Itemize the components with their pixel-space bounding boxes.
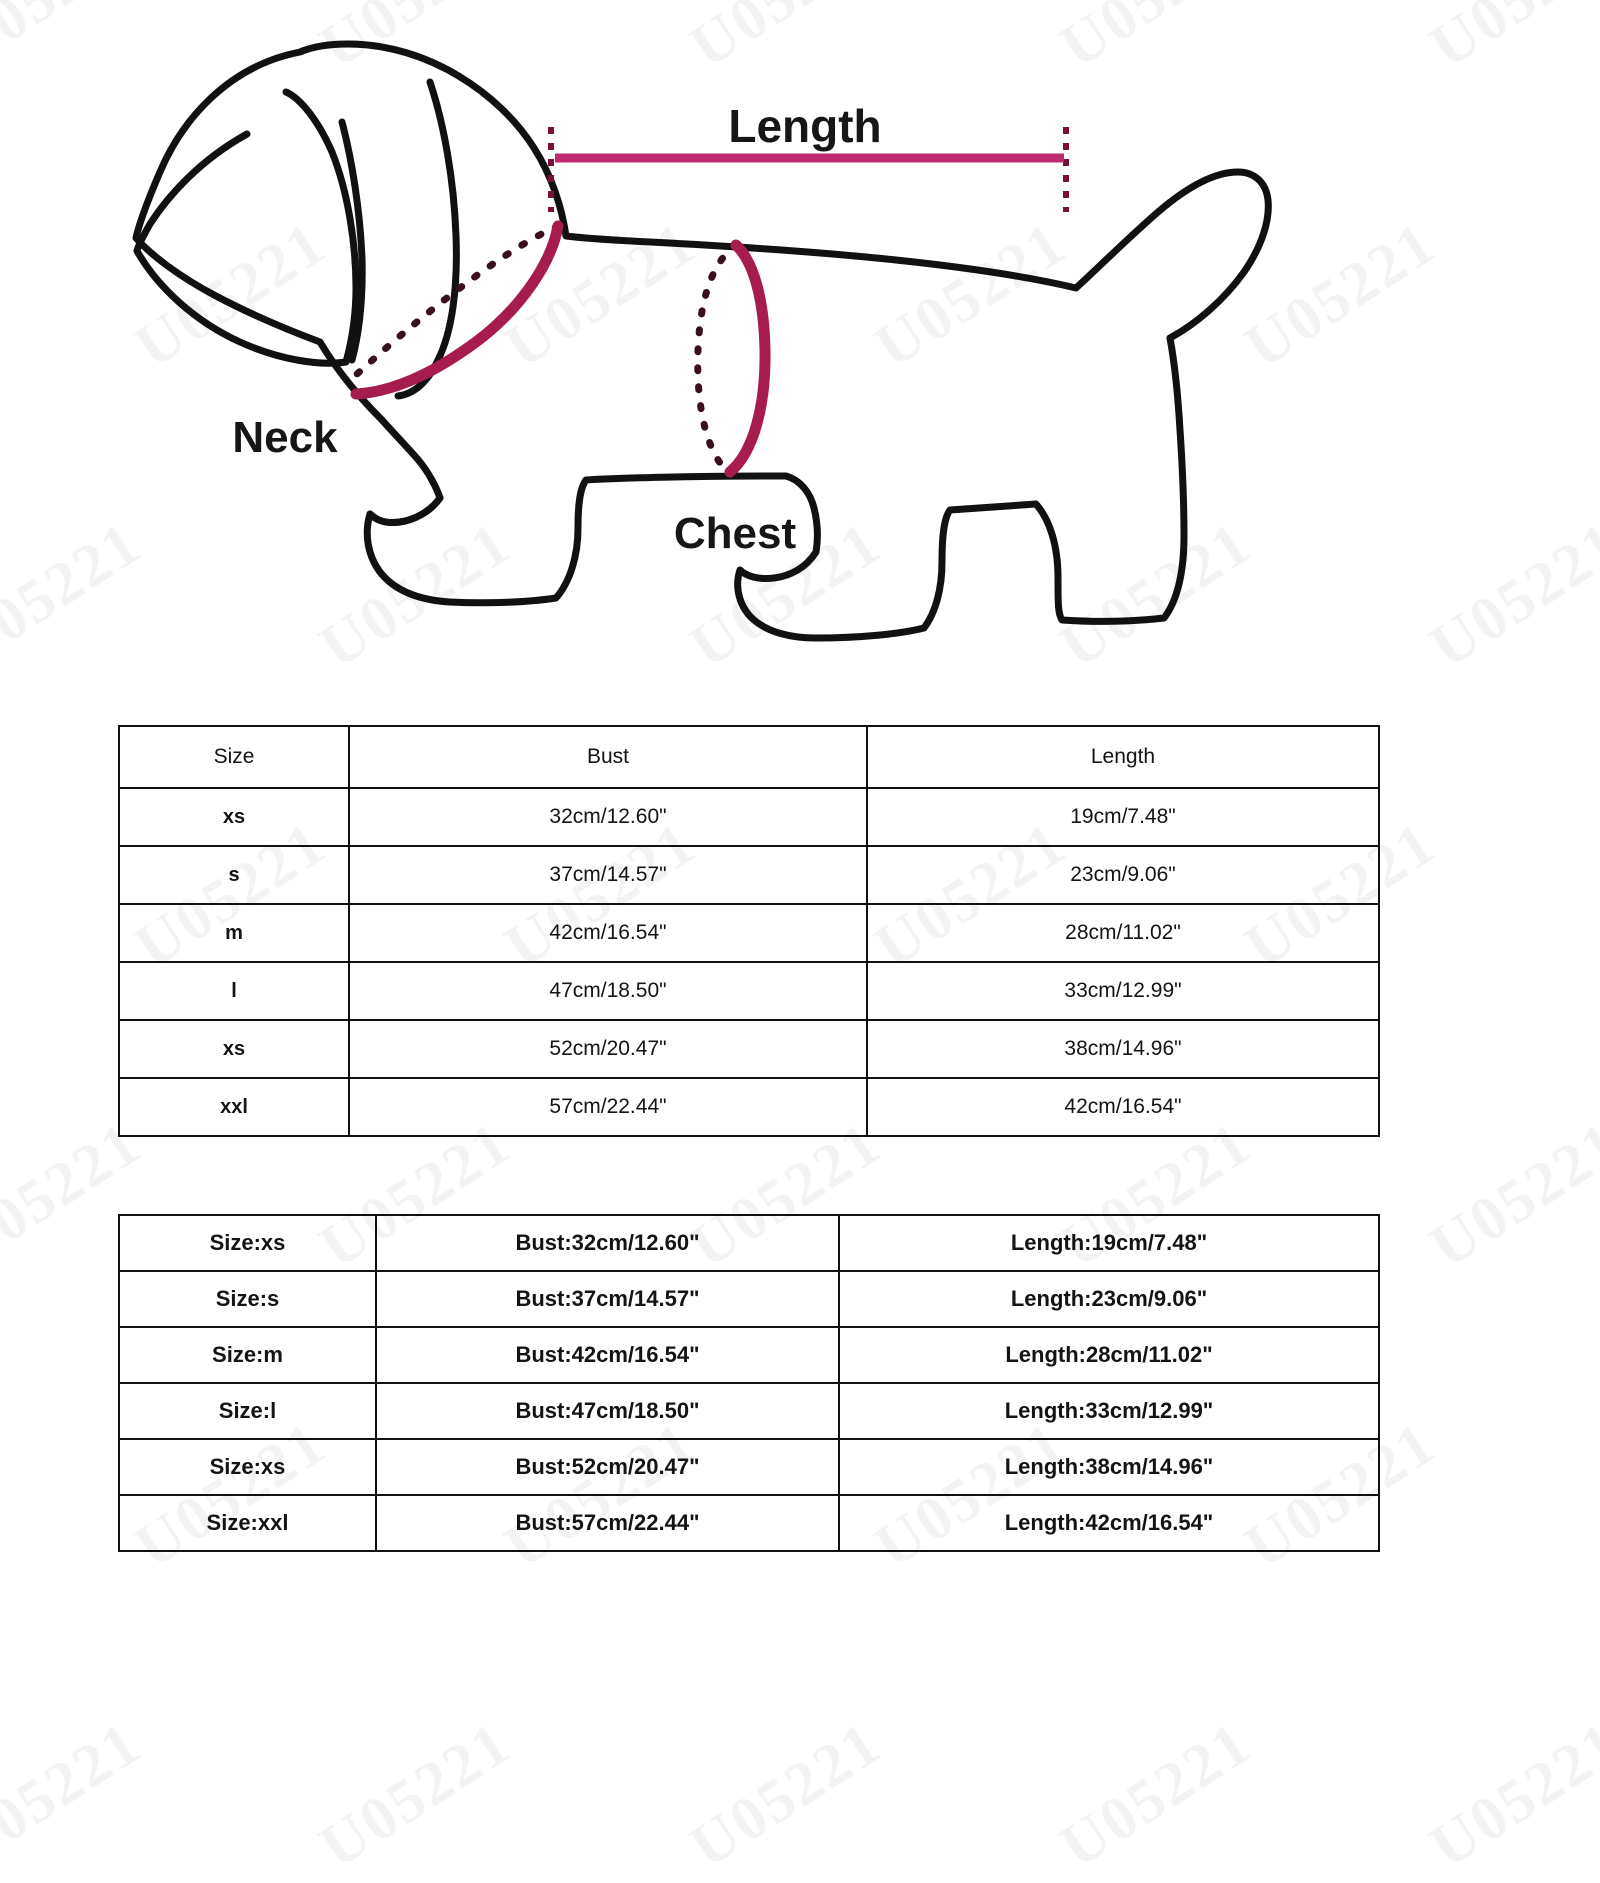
- table-row: [119, 1078, 1379, 1136]
- cell-length: Length:28cm/11.02": [839, 1327, 1379, 1383]
- cell-bust: 52cm/20.47": [349, 1020, 867, 1078]
- chest-loop-hidden: [698, 245, 736, 470]
- table-row: [119, 1020, 1379, 1078]
- cell-bust: 42cm/16.54": [349, 904, 867, 962]
- cell-size: Size:xs: [119, 1439, 376, 1495]
- cell-length: Length:38cm/14.96": [839, 1439, 1379, 1495]
- cell-length: 42cm/16.54": [867, 1078, 1379, 1136]
- chest-loop-visible: [730, 245, 765, 472]
- cell-size: xs: [119, 1020, 349, 1078]
- cell-bust: Bust:42cm/16.54": [376, 1327, 839, 1383]
- watermark-text: [1418, 1708, 1600, 1883]
- cell-bust: Bust:37cm/14.57": [376, 1271, 839, 1327]
- label-length: Length: [728, 100, 882, 152]
- cell-size: xxl: [119, 1078, 349, 1136]
- cell-bust: 47cm/18.50": [349, 962, 867, 1020]
- cell-size: xs: [119, 788, 349, 846]
- label-neck: Neck: [232, 413, 338, 462]
- table-row: [119, 1383, 1379, 1439]
- cell-length: Length:33cm/12.99": [839, 1383, 1379, 1439]
- table-header-row: [119, 726, 1379, 788]
- cell-bust: 37cm/14.57": [349, 846, 867, 904]
- cell-length: Length:19cm/7.48": [839, 1215, 1379, 1271]
- cell-bust: Bust:52cm/20.47": [376, 1439, 839, 1495]
- cell-bust: Bust:47cm/18.50": [376, 1383, 839, 1439]
- watermark-text: [1418, 1108, 1600, 1283]
- cell-length: 33cm/12.99": [867, 962, 1379, 1020]
- cell-length: 23cm/9.06": [867, 846, 1379, 904]
- table-row: [119, 1327, 1379, 1383]
- header-size: Size: [119, 726, 349, 788]
- cell-bust: Bust:57cm/22.44": [376, 1495, 839, 1551]
- cell-size: Size:xxl: [119, 1495, 376, 1551]
- table-row: [119, 1495, 1379, 1551]
- table-row: [119, 846, 1379, 904]
- cell-size: Size:l: [119, 1383, 376, 1439]
- table-row: [119, 1215, 1379, 1271]
- chest-measurement-group: [698, 245, 765, 472]
- cell-length: Length:23cm/9.06": [839, 1271, 1379, 1327]
- cell-length: Length:42cm/16.54": [839, 1495, 1379, 1551]
- cell-length: 19cm/7.48": [867, 788, 1379, 846]
- label-chest: Chest: [673, 509, 797, 558]
- cell-size: Size:xs: [119, 1215, 376, 1271]
- table-row: [119, 904, 1379, 962]
- header-bust: Bust: [349, 726, 867, 788]
- cell-size: l: [119, 962, 349, 1020]
- cell-bust: 57cm/22.44": [349, 1078, 867, 1136]
- cell-bust: Bust:32cm/12.60": [376, 1215, 839, 1271]
- table-row: [119, 1271, 1379, 1327]
- watermark-text: [678, 1708, 894, 1883]
- table-row: [119, 788, 1379, 846]
- dog-measurement-diagram: [0, 0, 1600, 700]
- header-length: Length: [867, 726, 1379, 788]
- cell-size: m: [119, 904, 349, 962]
- cell-size: Size:s: [119, 1271, 376, 1327]
- size-chart-labeled: [118, 1214, 1380, 1552]
- watermark-text: [1048, 1708, 1264, 1883]
- watermark-text: [0, 1708, 154, 1883]
- size-chart-plain: [118, 725, 1380, 1137]
- cell-length: 38cm/14.96": [867, 1020, 1379, 1078]
- cell-bust: 32cm/12.60": [349, 788, 867, 846]
- cell-size: Size:m: [119, 1327, 376, 1383]
- table-row: [119, 1439, 1379, 1495]
- table-row: [119, 962, 1379, 1020]
- cell-length: 28cm/11.02": [867, 904, 1379, 962]
- watermark-text: [308, 1708, 524, 1883]
- cell-size: s: [119, 846, 349, 904]
